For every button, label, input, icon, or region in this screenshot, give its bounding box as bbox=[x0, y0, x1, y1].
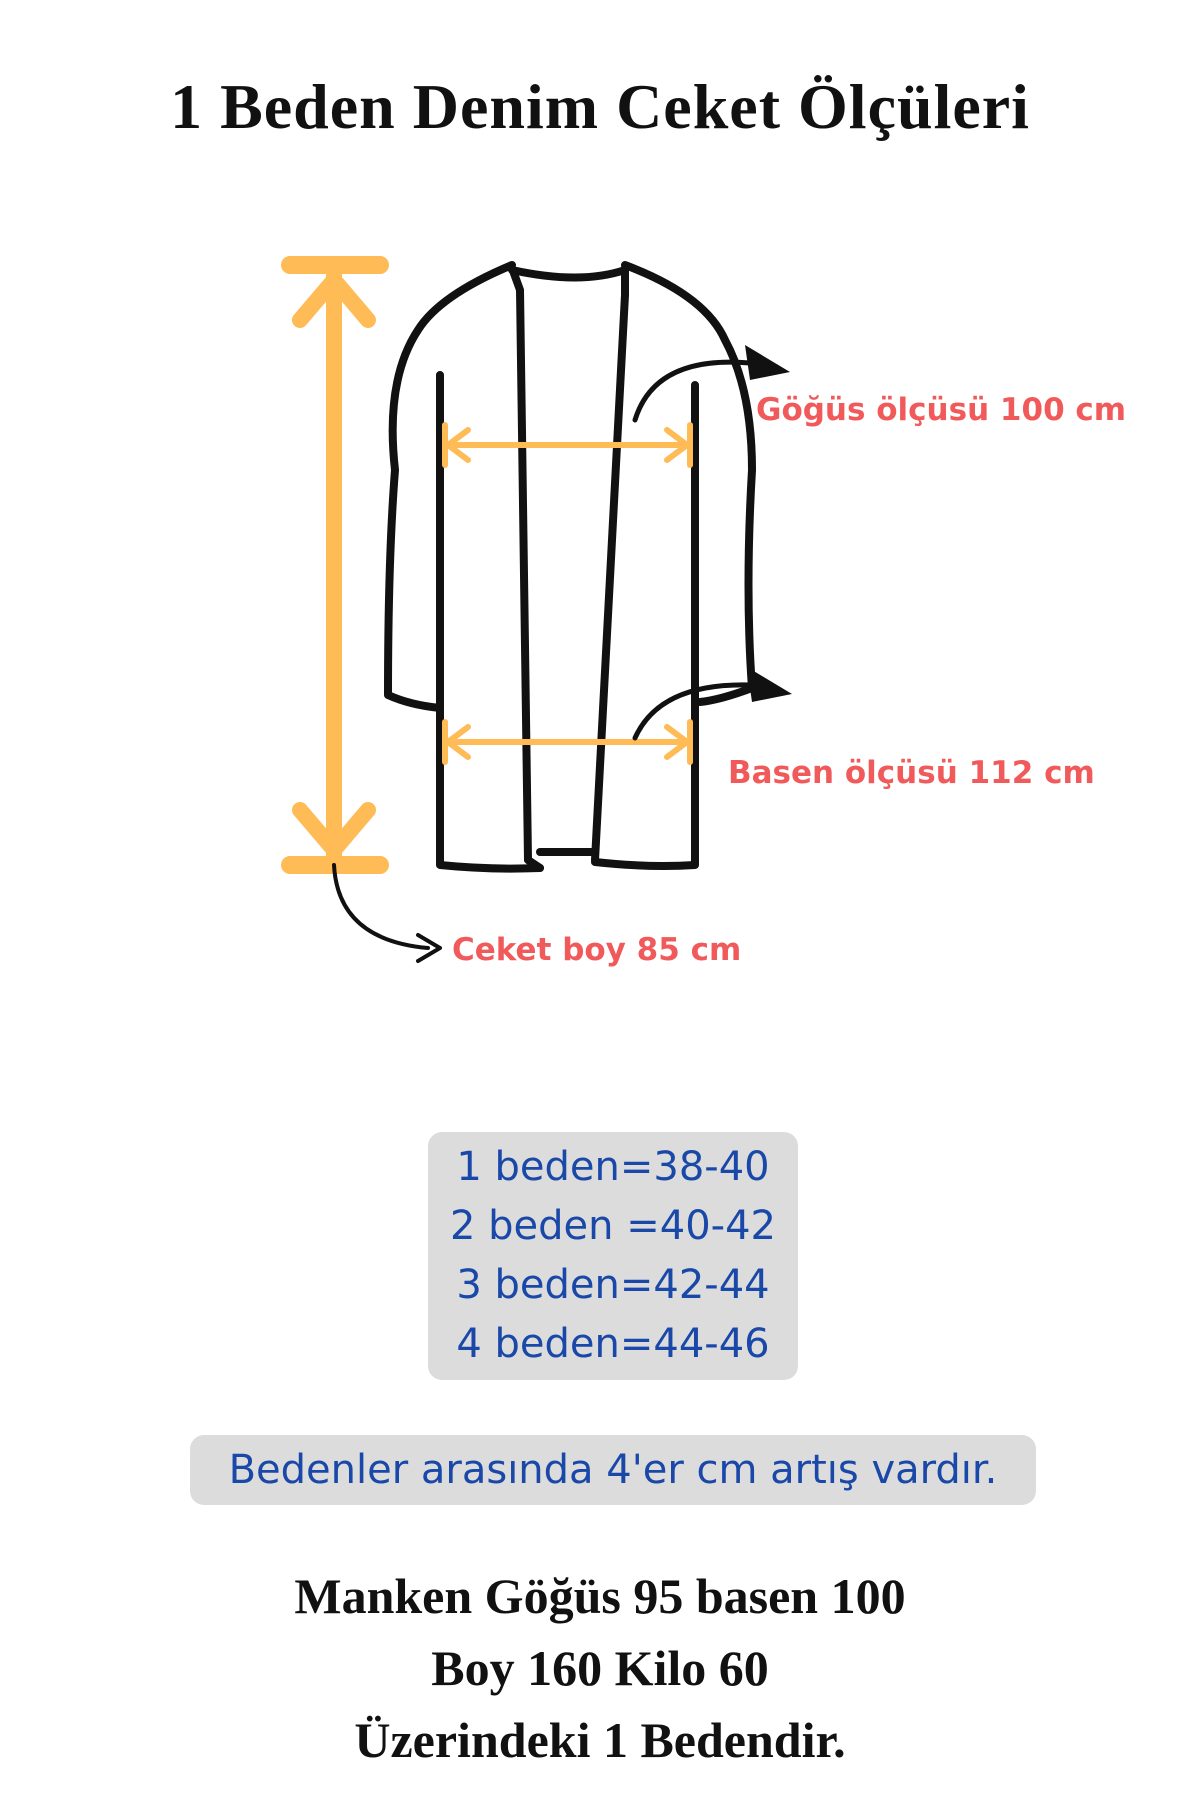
jacket-outline bbox=[388, 265, 752, 869]
size-note-box bbox=[190, 1435, 1036, 1505]
chest-arrow bbox=[445, 425, 690, 465]
length-pointer bbox=[334, 865, 440, 961]
length-label: Ceket boy 85 cm bbox=[452, 932, 742, 968]
page-title: 1 Beden Denim Ceket Ölçüleri bbox=[170, 71, 1030, 142]
model-measurements: Manken Göğüs 95 basen 100 bbox=[294, 1568, 906, 1624]
model-size-worn: Üzerindeki 1 Bedendir. bbox=[354, 1712, 846, 1768]
size-row: 1 beden=38-40 bbox=[456, 1144, 770, 1190]
hip-label: Basen ölçüsü 112 cm bbox=[728, 755, 1095, 791]
size-note: Bedenler arasında 4'er cm artış vardır. bbox=[228, 1447, 998, 1493]
size-row: 4 beden=44-46 bbox=[456, 1321, 770, 1367]
length-arrow bbox=[290, 265, 380, 865]
model-info bbox=[0, 1560, 1200, 1776]
chest-label: Göğüs ölçüsü 100 cm bbox=[756, 392, 1127, 428]
size-row: 2 beden =40-42 bbox=[450, 1203, 776, 1249]
model-height-weight: Boy 160 Kilo 60 bbox=[431, 1640, 769, 1696]
hip-arrow bbox=[445, 722, 690, 762]
size-row: 3 beden=42-44 bbox=[456, 1262, 770, 1308]
size-chart-box bbox=[428, 1132, 798, 1380]
